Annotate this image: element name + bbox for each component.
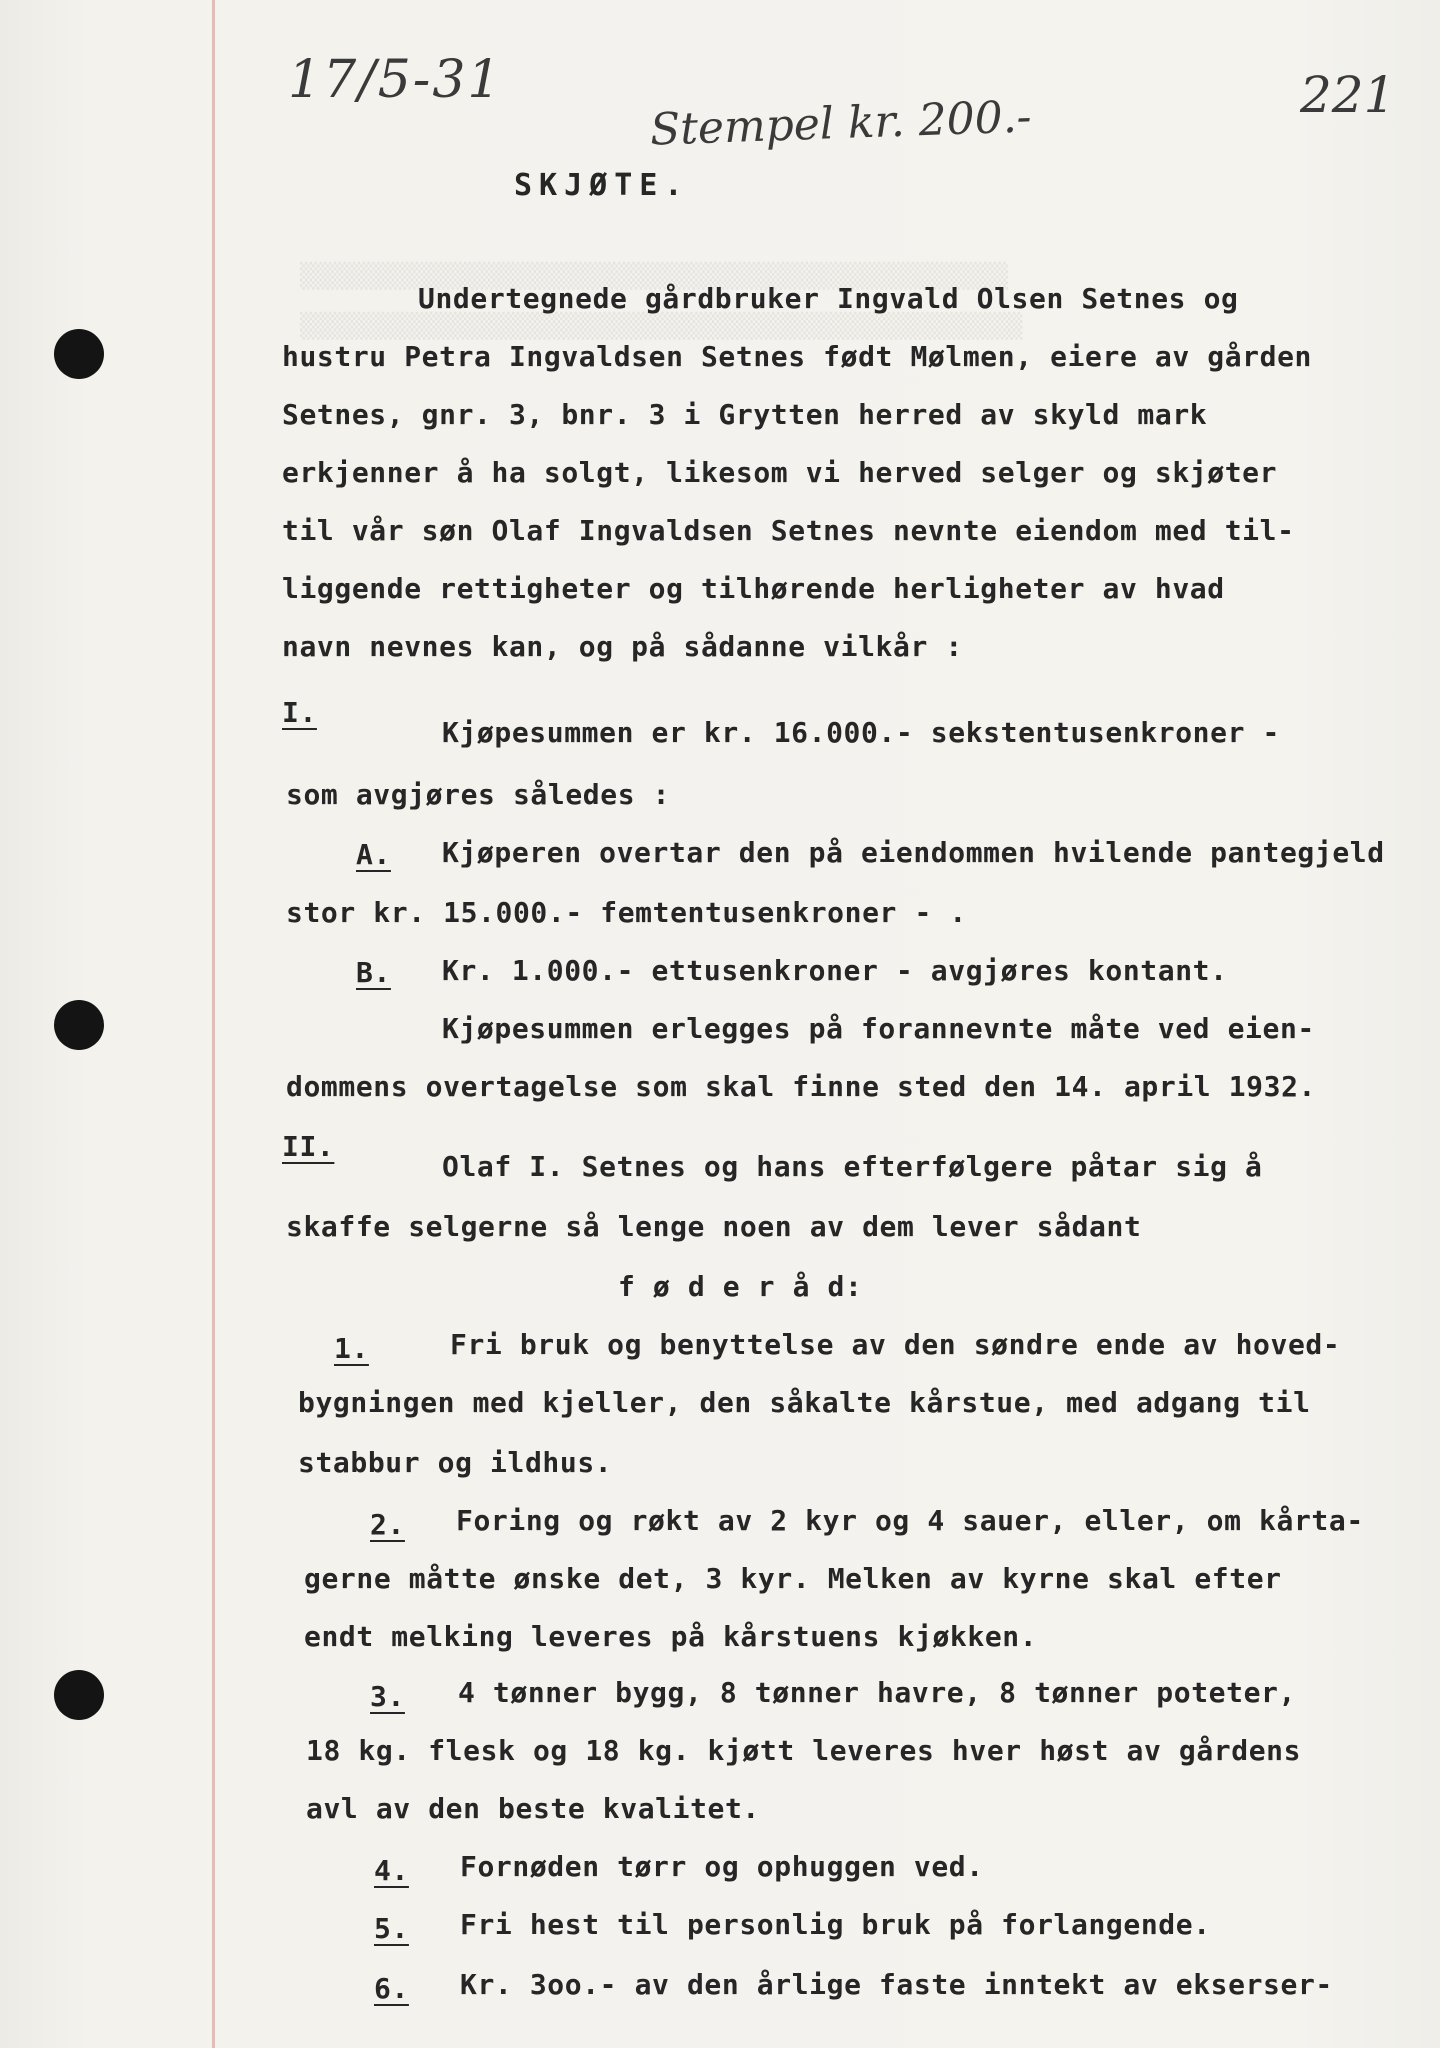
body-line: dommens overtagelse som skal finne sted den 14. april 1932.	[286, 1070, 1316, 1103]
body-line: Kjøperen overtar den på eiendommen hvilende pantegjeld	[442, 836, 1385, 869]
handwritten-stamp-fee: Stempel kr. 200.-	[649, 91, 1033, 156]
body-line: gerne måtte ønske det, 3 kyr. Melken av kyrne skal efter	[304, 1562, 1282, 1595]
document-title: SKJØTE.	[514, 168, 690, 203]
item-marker-3: 3.	[370, 1680, 405, 1713]
body-line: liggende rettigheter og tilhørende herligheter av hvad	[282, 572, 1225, 605]
item-marker-1: 1.	[334, 1332, 369, 1365]
body-line: Foring og røkt av 2 kyr og 4 sauer, eller, om kårta-	[456, 1504, 1364, 1537]
section-marker-I: I.	[282, 696, 317, 729]
punch-hole	[54, 1000, 104, 1050]
item-marker-2: 2.	[370, 1508, 405, 1541]
body-line: Kr. 1.000.- ettusenkroner - avgjøres kontant.	[442, 954, 1228, 987]
body-line: navn nevnes kan, og på sådanne vilkår :	[282, 630, 963, 663]
bleed-through: ▒▒▒▒▒▒▒▒▒▒▒▒▒▒▒▒▒▒▒▒▒▒▒▒▒▒▒▒▒▒▒▒▒▒▒▒▒▒▒▒▒▒▒▒▒▒▒▒▒	[300, 262, 1009, 290]
body-line: avl av den beste kvalitet.	[306, 1792, 760, 1825]
body-line: Olaf I. Setnes og hans efterfølgere påtar sig å	[442, 1150, 1263, 1183]
body-line: Kjøpesummen er kr. 16.000.- sekstentusenkroner -	[442, 716, 1280, 749]
item-marker-6: 6.	[374, 1972, 409, 2005]
body-line: skaffe selgerne så lenge noen av dem lever sådant	[286, 1210, 1142, 1243]
body-line: endt melking leveres på kårstuens kjøkken.	[304, 1620, 1038, 1653]
body-line: Fornøden tørr og ophuggen ved.	[460, 1850, 984, 1883]
handwritten-page-number: 221	[1300, 66, 1396, 124]
body-line: Kjøpesummen erlegges på forannevnte måte ved eien-	[442, 1012, 1315, 1045]
body-line: bygningen med kjeller, den såkalte kårstue, med adgang til	[298, 1386, 1311, 1419]
punch-hole	[54, 1670, 104, 1720]
section-marker-II: II.	[282, 1130, 335, 1163]
body-line: Undertegnede gårdbruker Ingvald Olsen Setnes og	[418, 282, 1239, 315]
bleed-through: ▒▒▒▒▒▒▒▒▒▒▒▒▒▒▒▒▒▒▒▒▒▒▒▒▒▒▒▒▒▒▒▒▒▒▒▒▒▒▒▒▒▒▒▒▒▒▒▒▒▒	[300, 312, 1023, 340]
body-line: 4 tønner bygg, 8 tønner havre, 8 tønner poteter,	[458, 1676, 1296, 1709]
body-line: stabbur og ildhus.	[298, 1446, 613, 1479]
body-line: Fri bruk og benyttelse av den søndre ende av hoved-	[450, 1328, 1341, 1361]
body-line: hustru Petra Ingvaldsen Setnes født Mølmen, eiere av gården	[282, 340, 1312, 373]
item-marker-B: B.	[356, 956, 391, 989]
body-line: stor kr. 15.000.- femtentusenkroner - .	[286, 896, 967, 929]
body-line: erkjenner å ha solgt, likesom vi herved selger og skjøter	[282, 456, 1278, 489]
punch-hole	[54, 329, 104, 379]
handwritten-date: 17/5-31	[288, 50, 503, 110]
body-line: Kr. 3oo.- av den årlige faste inntekt av ekserser-	[460, 1968, 1333, 2001]
body-line: til vår søn Olaf Ingvaldsen Setnes nevnte eiendom med til-	[282, 514, 1295, 547]
margin-rule	[212, 0, 215, 2048]
body-line: Fri hest til personlig bruk på forlangende.	[460, 1908, 1211, 1941]
section-subheading: f ø d e r å d:	[618, 1270, 863, 1303]
item-marker-A: A.	[356, 838, 391, 871]
item-marker-4: 4.	[374, 1854, 409, 1887]
body-line: som avgjøres således :	[286, 778, 671, 811]
body-line: Setnes, gnr. 3, bnr. 3 i Grytten herred av skyld mark	[282, 398, 1208, 431]
item-marker-5: 5.	[374, 1912, 409, 1945]
body-line: 18 kg. flesk og 18 kg. kjøtt leveres hver høst av gårdens	[306, 1734, 1302, 1767]
